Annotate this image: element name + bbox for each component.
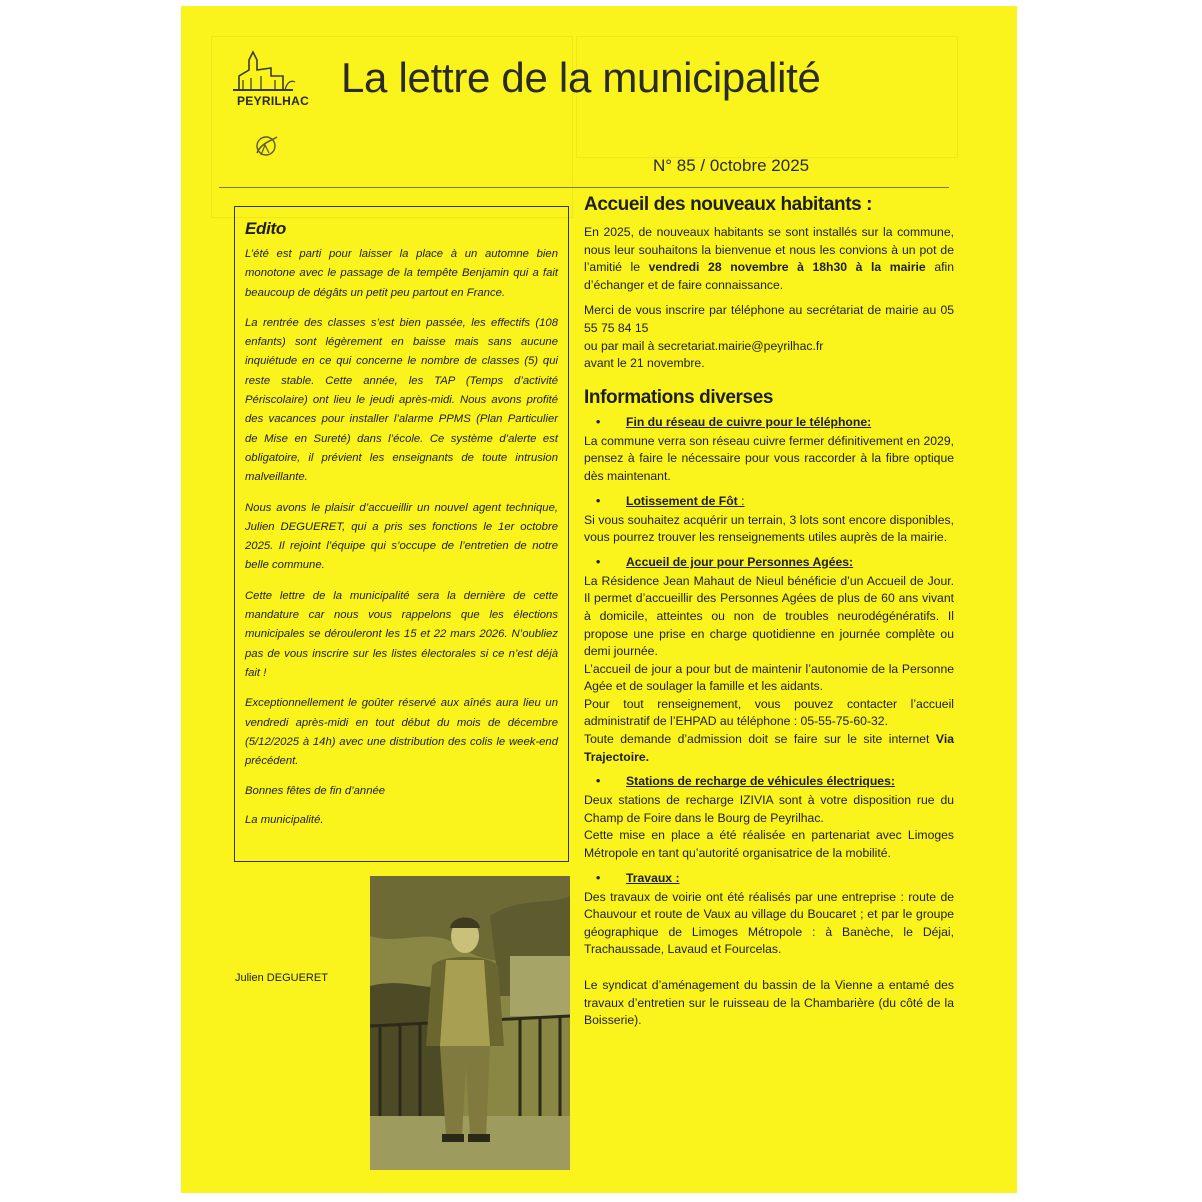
travaux-text: Des travaux de voirie ont été réalisés par une entreprise : route de Chauvour et route de Vaux au village du Boucaret ; et par le groupe géographique de Limoges Métropole : à Banèche, le Déjai, Trachaussade, Lavaud et Fourcelas. [584,889,954,957]
bullet-icon: • [596,493,601,508]
agent-portrait-image [370,876,570,1170]
newsletter-page [181,6,1017,1193]
text-run: En 2025, de nouveaux habitants se sont installés sur la commune, nous leur souhaitons la bienvenue et nous les convions à un pot de l’amitié le [584,225,954,275]
edito-paragraph: Exceptionnellement le goûter réservé aux aînés aura lieu un vendredi après-midi en tout début du mois de décembre (5/12/2025 à 14h) avec une distribution des colis le week-end précédent. [245,697,558,768]
bullet-icon: • [596,774,601,789]
subsection-travaux [584,871,954,885]
bullet-icon: • [596,554,601,569]
accueil-jour-text: La Résidence Jean Mahaut de Nieul bénéficie d’un Accueil de Jour. Il permet d’accueillir des Personnes Agées de plus de 60 ans vivant à domicile, atteintes ou non de troubles neurodégénératifs. Il propose une prise en charge quotidienne en journée complète ou demi journée. [584,573,954,659]
edito-paragraph: Cette lettre de la municipalité sera la dernière de cette mandature car nous vous rappelons que les élections municipales se dérouleront les 15 et 22 mars 2026. N’oubliez pas de vous inscrire sur les listes électorales si ce n’est déjà fait ! [245,589,558,679]
subsection-title: Stations de recharge de véhicules électriques: [626,774,895,789]
subsection-lotissement [584,494,954,508]
event-date: vendredi 28 novembre à 18h30 à la mairie [648,260,926,275]
bullet-icon: • [596,870,601,885]
subsection-cuivre [584,415,954,429]
photo-caption: Julien DEGUERET [235,972,328,984]
edito-title: Edito [245,219,286,238]
contact-email: ou par mail à secretariat.mairie@peyrilhac.fr [584,338,824,353]
edito-closing: Bonnes fêtes de fin d’année [245,785,386,798]
contact-deadline: avant le 21 novembre. [584,356,705,371]
website-name: Via Trajectoire. [584,732,954,764]
recharge-text: Deux stations de recharge IZIVIA sont à votre disposition rue du Champ de Foire dans le Bourg de Peyrilhac. [584,793,954,825]
subsection-recharge [584,774,954,788]
accueil-jour-text: L’accueil de jour a pour but de maintenir l’autonomie de la Personne Agée et de soulager la famille et les aidants. [584,661,954,694]
emblem-icon [251,131,281,166]
subsection-accueil-jour [584,555,954,569]
accueil-jour-text: Pour tout renseignement, vous pouvez contacter l’accueil administratif de l’EHPAD au téléphone : 05-55-75-60-32. [584,696,954,729]
accueil-jour-text [584,731,954,766]
right-column [584,194,954,1030]
subsection-title: Accueil de jour pour Personnes Agées: [626,554,854,569]
page-title: La lettre de la municipalité [341,54,821,101]
edito-box [234,206,569,862]
header-divider [219,187,949,188]
village-logo [231,46,311,94]
cuivre-text: La commune verra son réseau cuivre fermer définitivement en 2029, pensez à faire le nécessaire pour vous raccorder à la fibre optique dès maintenant. [584,433,954,483]
section-title-infos: Informations diverses [584,386,774,408]
travaux-text: Le syndicat d’aménagement du bassin de la Vienne a entamé des travaux d’entretien sur le ruisseau de la Chambarière (du côté de la Boisserie). [584,978,954,1028]
lotissement-text: Si vous souhaitez acquérir un terrain, 3 lots sont encore disponibles, vous pourrez trouver les renseignements utiles auprès de la mairie. [584,512,954,545]
agent-photo [370,876,570,1170]
text-run: Toute demande d’admission doit se faire sur le site internet [584,732,936,747]
edito-paragraph: La rentrée des classes s’est bien passée, les effectifs (108 enfants) sont légèrement en baisse mais sans aucune inquiétude en ce qui concerne le nombre de classes (5) qui reste stable. Cette année, les TAP (Temps d’activité Périscolaire) ont lieu le jeudi après-midi. Nous avons profité des vacances pour installer l’alarme PPMS (Plan Particulier de Mise en Sureté) dans l’école. Ce système d’alerte est obligatoire, il prévient les enseignants de toute intrusion malveillante. [245,316,558,484]
subsection-title: Lotissement de Fôt [626,493,738,508]
accueil-paragraph [584,224,954,294]
issue-number: N° 85 / 0ctobre 2025 [653,156,810,175]
subsection-title: Travaux : [626,870,680,885]
logo-text: PEYRILHAC [237,94,310,108]
village-church-icon [231,46,301,94]
section-title-accueil: Accueil des nouveaux habitants : [584,194,873,215]
edito-signature: La municipalité. [245,813,324,826]
edito-paragraph: Nous avons le plaisir d’accueillir un nouvel agent technique, Julien DEGUERET, qui a pris ses fonctions le 1er octobre 2025. Il rejoint l’équipe qui s’occupe de l’entretien de notre belle commune. [245,501,558,572]
bullet-icon: • [596,414,601,429]
edito-paragraph: L’été est parti pour laisser la place à un automne bien monotone avec le passage de la tempête Benjamin qui a fait beaucoup de dégâts un petit peu partout en France. [245,248,558,299]
subsection-suffix: : [737,493,745,508]
subsection-title: Fin du réseau de cuivre pour le téléphone: [626,414,872,429]
recharge-text: Cette mise en place a été réalisée en partenariat avec Limoges Métropole en tant qu’autorité organisatrice de la mobilité. [584,828,954,861]
contact-phone: Merci de vous inscrire par téléphone au secrétariat de mairie au 05 55 75 84 15 [584,303,954,335]
text-run: afin d’échanger et de faire connaissance. [584,260,954,292]
